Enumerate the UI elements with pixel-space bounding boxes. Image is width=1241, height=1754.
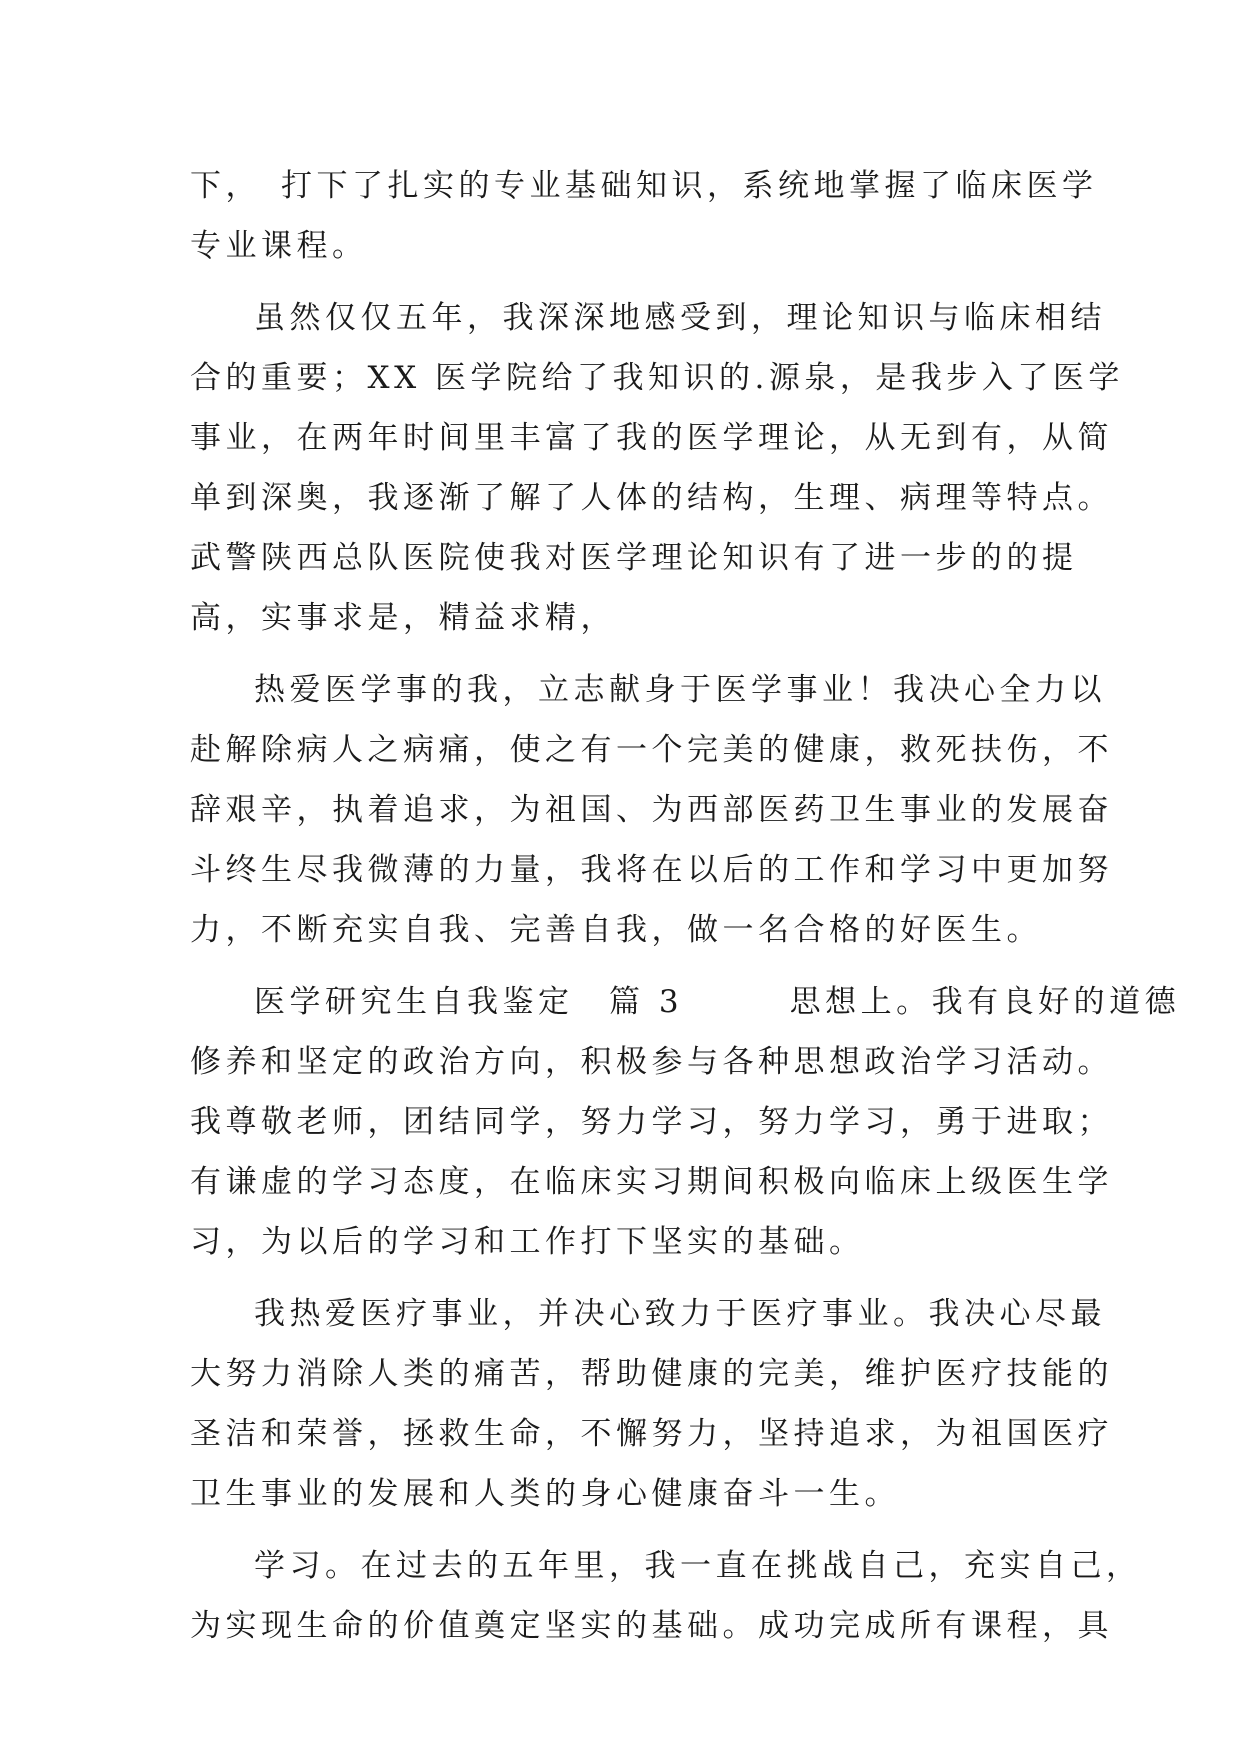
text-line: 赴解除病人之病痛，使之有一个完美的健康，救死扶伤，不 bbox=[190, 732, 1113, 768]
text-line: 热爱医学事的我，立志献身于医学事业！我决心全力以 bbox=[254, 672, 1106, 708]
text-line: 学习。在过去的五年里，我一直在挑战自己，充实自己， bbox=[254, 1548, 1142, 1584]
text-line: 卫生事业的发展和人类的身心健康奋斗一生。 bbox=[190, 1476, 900, 1512]
paragraph-dedication bbox=[190, 660, 1113, 960]
text-line: 辞艰辛，执着追求，为祖国、为西部医药卫生事业的发展奋 bbox=[190, 792, 1113, 828]
text-line: 事业，在两年时间里丰富了我的医学理论，从无到有，从简 bbox=[190, 420, 1113, 456]
paragraph-section-3 bbox=[190, 972, 1181, 1272]
text-line: 我尊敬老师，团结同学，努力学习，努力学习，勇于进取； bbox=[190, 1104, 1113, 1140]
text-line: 武警陕西总队医院使我对医学理论知识有了进一步的的提 bbox=[190, 540, 1078, 576]
text-line: 为实现生命的价值奠定坚实的基础。成功完成所有课程，具 bbox=[190, 1608, 1113, 1644]
text-line: 大努力消除人类的痛苦，帮助健康的完美，维护医疗技能的 bbox=[190, 1356, 1113, 1392]
paragraph-study bbox=[190, 1536, 1142, 1656]
text-line: 专业课程。 bbox=[190, 228, 368, 264]
section-heading-line: 医学研究生自我鉴定 篇 3 思想上。我有良好的道德 bbox=[254, 984, 1181, 1020]
paragraph-theory-knowledge bbox=[190, 288, 1124, 648]
text-line: 合的重要；XX 医学院给了我知识的.源泉，是我步入了医学 bbox=[190, 360, 1124, 396]
text-line: 修养和坚定的政治方向，积极参与各种思想政治学习活动。 bbox=[190, 1044, 1113, 1080]
text-line: 下， 打下了扎实的专业基础知识，系统地掌握了临床医学 bbox=[190, 168, 1098, 204]
text-line: 高，实事求是，精益求精， bbox=[190, 600, 616, 636]
text-line: 我热爱医疗事业，并决心致力于医疗事业。我决心尽最 bbox=[254, 1296, 1106, 1332]
text-line: 斗终生尽我微薄的力量，我将在以后的工作和学习中更加努 bbox=[190, 852, 1113, 888]
text-line: 力，不断充实自我、完善自我，做一名合格的好医生。 bbox=[190, 912, 1042, 948]
paragraph-medical-career bbox=[190, 1284, 1113, 1524]
text-line: 单到深奥，我逐渐了解了人体的结构，生理、病理等特点。 bbox=[190, 480, 1113, 516]
text-line: 虽然仅仅五年，我深深地感受到，理论知识与临床相结 bbox=[254, 300, 1106, 336]
document-body bbox=[190, 156, 1181, 1656]
text-line: 习，为以后的学习和工作打下坚实的基础。 bbox=[190, 1224, 865, 1260]
text-line: 圣洁和荣誉，拯救生命，不懈努力，坚持追求，为祖国医疗 bbox=[190, 1416, 1113, 1452]
text-line: 有谦虚的学习态度，在临床实习期间积极向临床上级医生学 bbox=[190, 1164, 1113, 1200]
paragraph-continued bbox=[190, 156, 1098, 276]
